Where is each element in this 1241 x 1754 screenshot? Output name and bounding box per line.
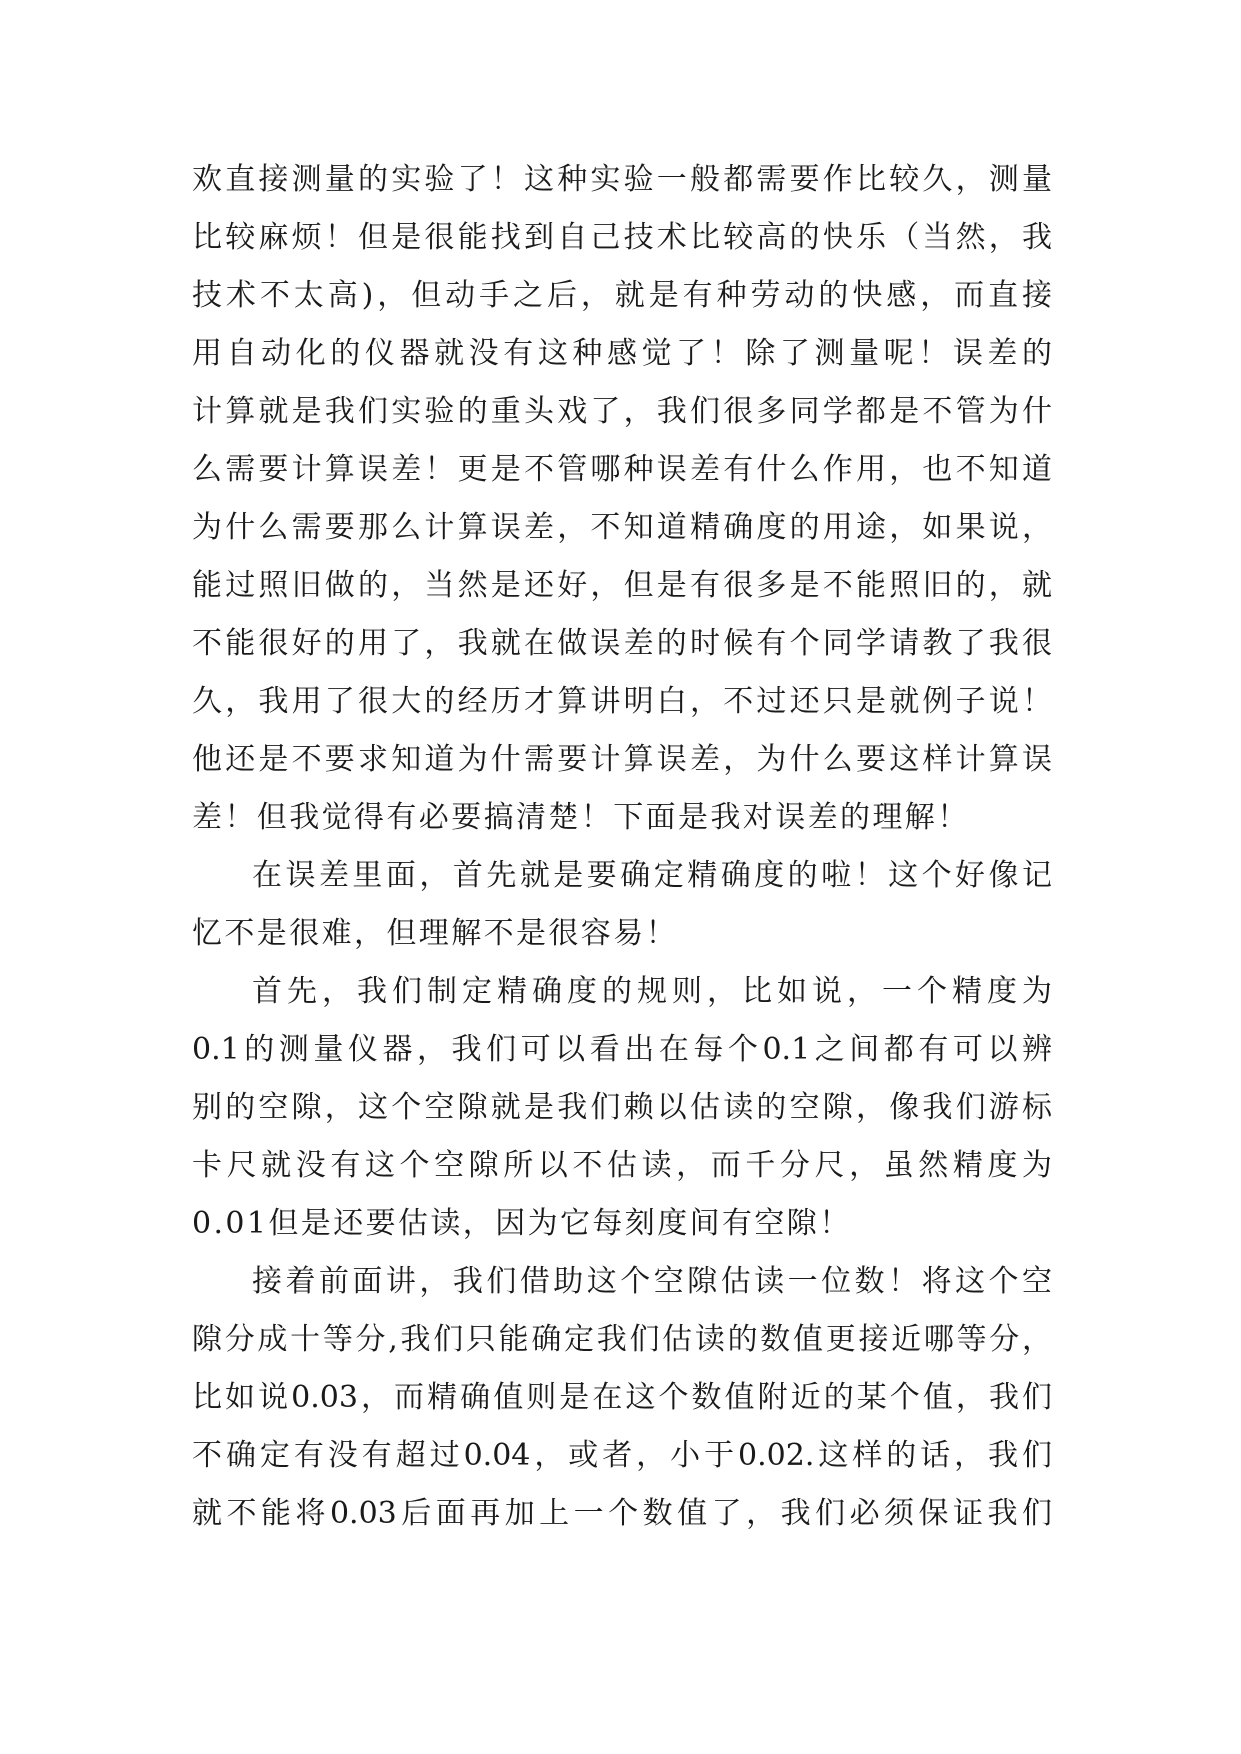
text-line-2: 比较麻烦！但是很能找到自己技术比较高的快乐（当然，我 <box>192 220 1052 255</box>
text-line-5: 计算就是我们实验的重头戏了，我们很多同学都是不管为什 <box>192 394 1052 429</box>
paragraph-3-line-2: 0.1的测量仪器，我们可以看出在每个0.1之间都有可以辨 <box>192 1032 1052 1067</box>
paragraph-3-line-1: 首先，我们制定精确度的规则，比如说，一个精度为 <box>252 974 1052 1009</box>
paragraph-3-line-5: 0.01但是还要估读，因为它每刻度间有空隙！ <box>192 1206 852 1241</box>
text-line-8: 能过照旧做的，当然是还好，但是有很多是不能照旧的，就 <box>192 568 1052 603</box>
paragraph-4-line-1: 接着前面讲，我们借助这个空隙估读一位数！将这个空 <box>252 1264 1052 1299</box>
paragraph-4-line-5: 就不能将0.03后面再加上一个数值了，我们必须保证我们 <box>192 1496 1052 1531</box>
paragraph-3-line-3: 别的空隙，这个空隙就是我们赖以估读的空隙，像我们游标 <box>192 1090 1052 1125</box>
text-line-12: 差！但我觉得有必要搞清楚！下面是我对误差的理解！ <box>192 800 970 835</box>
paragraph-4-line-4: 不确定有没有超过0.04，或者，小于0.02.这样的话，我们 <box>192 1438 1052 1473</box>
text-line-11: 他还是不要求知道为什需要计算误差，为什么要这样计算误 <box>192 742 1052 777</box>
text-line-4: 用自动化的仪器就没有这种感觉了！除了测量呢！误差的 <box>192 336 1052 371</box>
paragraph-2-line-2: 忆不是很难，但理解不是很容易！ <box>192 916 678 951</box>
paragraph-3-line-4: 卡尺就没有这个空隙所以不估读，而千分尺，虽然精度为 <box>192 1148 1052 1183</box>
paragraph-4-line-3: 比如说0.03，而精确值则是在这个数值附近的某个值，我们 <box>192 1380 1052 1415</box>
text-line-6: 么需要计算误差！更是不管哪种误差有什么作用，也不知道 <box>192 452 1052 487</box>
text-line-7: 为什么需要那么计算误差，不知道精确度的用途，如果说， <box>192 510 1052 545</box>
paragraph-4-line-2: 隙分成十等分,我们只能确定我们估读的数值更接近哪等分， <box>192 1322 1052 1357</box>
text-line-1: 欢直接测量的实验了！这种实验一般都需要作比较久，测量 <box>192 162 1052 197</box>
text-line-3: 技术不太高)，但动手之后，就是有种劳动的快感，而直接 <box>192 278 1052 313</box>
text-line-9: 不能很好的用了，我就在做误差的时候有个同学请教了我很 <box>192 626 1052 661</box>
paragraph-2-line-1: 在误差里面，首先就是要确定精确度的啦！这个好像记 <box>252 858 1052 893</box>
text-line-10: 久，我用了很大的经历才算讲明白，不过还只是就例子说！ <box>192 684 1052 719</box>
